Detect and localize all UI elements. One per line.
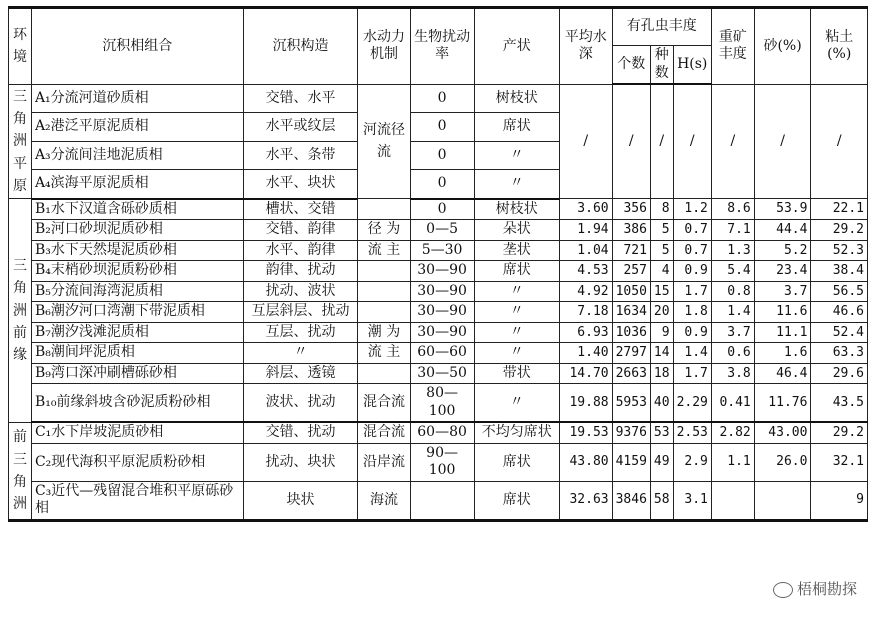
heavy-cell: 3.7: [711, 322, 754, 343]
clay-cell: 22.1: [811, 199, 868, 220]
count-cell: 386: [612, 220, 650, 241]
count-cell: 3846: [612, 481, 650, 520]
watermark: [773, 578, 857, 599]
species-cell: 14: [650, 343, 673, 364]
occurrence-cell: 树枝状: [474, 199, 559, 220]
hydro-cell: 流 主: [358, 240, 410, 261]
h-cell: 1.7: [673, 281, 711, 302]
table-row: [9, 343, 868, 364]
env-cell: 前三角洲: [9, 422, 32, 520]
sand-cell: 53.9: [754, 199, 811, 220]
h-cell: 1.4: [673, 343, 711, 364]
clay-cell: 29.2: [811, 220, 868, 241]
bio-cell: 30—50: [410, 363, 474, 384]
table-row: [9, 363, 868, 384]
header-depth: 平均水深: [559, 8, 612, 85]
h-cell: 2.9: [673, 443, 711, 481]
bio-cell: 90—100: [410, 443, 474, 481]
header-env: 环境: [9, 8, 32, 85]
species-cell: 49: [650, 443, 673, 481]
bio-cell: 0: [410, 170, 474, 199]
hydro-cell: [358, 281, 410, 302]
facies-cell: B₂河口砂坝泥质砂相: [31, 220, 243, 241]
facies-cell: B₆潮汐河口湾潮下带泥质相: [31, 302, 243, 323]
clay-cell: 56.5: [811, 281, 868, 302]
hydro-cell: 河流径流: [358, 84, 410, 199]
sand-cell: 5.2: [754, 240, 811, 261]
header-foram: 有孔虫丰度: [612, 8, 711, 46]
occurrence-cell: 〃: [474, 141, 559, 170]
header-clay: 粘土(%): [811, 8, 868, 85]
occurrence-cell: 〃: [474, 322, 559, 343]
table-row: [9, 481, 868, 520]
structure-cell: 交错、水平: [243, 84, 358, 113]
slash-cell: /: [811, 84, 868, 199]
heavy-cell: 0.41: [711, 384, 754, 423]
depth-cell: 19.88: [559, 384, 612, 423]
structure-cell: 水平或纹层: [243, 113, 358, 142]
sand-cell: 44.4: [754, 220, 811, 241]
bio-cell: 30—90: [410, 261, 474, 282]
occurrence-cell: 树枝状: [474, 84, 559, 113]
occurrence-cell: 不均匀席状: [474, 422, 559, 443]
header-structure: 沉积构造: [243, 8, 358, 85]
structure-cell: 韵律、扰动: [243, 261, 358, 282]
occurrence-cell: 〃: [474, 281, 559, 302]
heavy-cell: 0.6: [711, 343, 754, 364]
sand-cell: 43.00: [754, 422, 811, 443]
table-row: [9, 220, 868, 241]
count-cell: 1050: [612, 281, 650, 302]
header-occurrence: 产状: [474, 8, 559, 85]
facies-cell: B₅分流间海湾泥质相: [31, 281, 243, 302]
facies-cell: A₁分流河道砂质相: [31, 84, 243, 113]
structure-cell: 扰动、块状: [243, 443, 358, 481]
table-row: [9, 240, 868, 261]
occurrence-cell: 席状: [474, 261, 559, 282]
table-row: [9, 384, 868, 423]
occurrence-cell: 席状: [474, 443, 559, 481]
structure-cell: 水平、韵律: [243, 240, 358, 261]
watermark-text: 梧桐勘探: [796, 580, 857, 598]
count-cell: 721: [612, 240, 650, 261]
facies-cell: C₃近代—残留混合堆积平原砾砂相: [31, 481, 243, 520]
slash-cell: /: [754, 84, 811, 199]
header-hydro: 水动力机制: [358, 8, 410, 85]
sand-cell: [754, 481, 811, 520]
bio-cell: 30—90: [410, 281, 474, 302]
bio-cell: 5—30: [410, 240, 474, 261]
bio-cell: 60—80: [410, 422, 474, 443]
hydro-cell: [358, 199, 410, 220]
hydro-cell: 混合流: [358, 422, 410, 443]
species-cell: 53: [650, 422, 673, 443]
structure-cell: 互层斜层、扰动: [243, 302, 358, 323]
hydro-cell: 潮 为: [358, 322, 410, 343]
header-foram-h: H(s): [673, 46, 711, 85]
header-facies: 沉积相组合: [31, 8, 243, 85]
depth-cell: 19.53: [559, 422, 612, 443]
structure-cell: 水平、块状: [243, 170, 358, 199]
table-row: [9, 302, 868, 323]
clay-cell: 29.2: [811, 422, 868, 443]
count-cell: 5953: [612, 384, 650, 423]
hydro-cell: 径 为: [358, 220, 410, 241]
structure-cell: 交错、扰动: [243, 422, 358, 443]
clay-cell: 63.3: [811, 343, 868, 364]
table-body: [9, 84, 868, 520]
bio-cell: 30—90: [410, 302, 474, 323]
slash-cell: /: [612, 84, 650, 199]
count-cell: 356: [612, 199, 650, 220]
sand-cell: 11.76: [754, 384, 811, 423]
clay-cell: 52.4: [811, 322, 868, 343]
slash-cell: /: [559, 84, 612, 199]
depth-cell: 4.53: [559, 261, 612, 282]
h-cell: 1.8: [673, 302, 711, 323]
count-cell: 1634: [612, 302, 650, 323]
env-cell: 三角洲前缘: [9, 199, 32, 423]
facies-cell: B₄末梢砂坝泥质粉砂相: [31, 261, 243, 282]
species-cell: 20: [650, 302, 673, 323]
table-row: [9, 199, 868, 220]
h-cell: 2.53: [673, 422, 711, 443]
count-cell: 1036: [612, 322, 650, 343]
clay-cell: 46.6: [811, 302, 868, 323]
sand-cell: 46.4: [754, 363, 811, 384]
bio-cell: 0—5: [410, 220, 474, 241]
sand-cell: 11.6: [754, 302, 811, 323]
depth-cell: 43.80: [559, 443, 612, 481]
bio-cell: 0: [410, 199, 474, 220]
h-cell: 0.7: [673, 240, 711, 261]
env-cell: 三角洲平原: [9, 84, 32, 199]
bio-cell: [410, 481, 474, 520]
depth-cell: 1.94: [559, 220, 612, 241]
facies-cell: B₃水下天然堤泥质砂相: [31, 240, 243, 261]
species-cell: 40: [650, 384, 673, 423]
sand-cell: 26.0: [754, 443, 811, 481]
clay-cell: 38.4: [811, 261, 868, 282]
depth-cell: 7.18: [559, 302, 612, 323]
sand-cell: 1.6: [754, 343, 811, 364]
species-cell: 4: [650, 261, 673, 282]
header-sand: 砂(%): [754, 8, 811, 85]
table-row: [9, 322, 868, 343]
heavy-cell: 5.4: [711, 261, 754, 282]
species-cell: 18: [650, 363, 673, 384]
species-cell: 8: [650, 199, 673, 220]
structure-cell: 〃: [243, 343, 358, 364]
table-row: [9, 281, 868, 302]
count-cell: 4159: [612, 443, 650, 481]
species-cell: 5: [650, 220, 673, 241]
hydro-cell: [358, 261, 410, 282]
hydro-cell: 海流: [358, 481, 410, 520]
table-row: [9, 443, 868, 481]
depth-cell: 1.04: [559, 240, 612, 261]
h-cell: 3.1: [673, 481, 711, 520]
occurrence-cell: 朵状: [474, 220, 559, 241]
facies-cell: C₂现代海积平原泥质粉砂相: [31, 443, 243, 481]
clay-cell: 29.6: [811, 363, 868, 384]
sediment-facies-table: [8, 6, 868, 522]
header-foram-species: 种数: [650, 46, 673, 85]
heavy-cell: 1.1: [711, 443, 754, 481]
slash-cell: /: [673, 84, 711, 199]
depth-cell: 6.93: [559, 322, 612, 343]
depth-cell: 4.92: [559, 281, 612, 302]
structure-cell: 交错、韵律: [243, 220, 358, 241]
count-cell: 257: [612, 261, 650, 282]
heavy-cell: 1.3: [711, 240, 754, 261]
sand-cell: 11.1: [754, 322, 811, 343]
facies-cell: B₁水下汉道含砾砂质相: [31, 199, 243, 220]
clay-cell: 43.5: [811, 384, 868, 423]
clay-cell: 52.3: [811, 240, 868, 261]
heavy-cell: 3.8: [711, 363, 754, 384]
facies-cell: B₇潮汐浅滩泥质相: [31, 322, 243, 343]
facies-cell: B₈潮间坪泥质相: [31, 343, 243, 364]
facies-cell: A₂港泛平原泥质相: [31, 113, 243, 142]
h-cell: 0.9: [673, 261, 711, 282]
h-cell: 2.29: [673, 384, 711, 423]
h-cell: 0.7: [673, 220, 711, 241]
occurrence-cell: 〃: [474, 343, 559, 364]
slash-cell: /: [711, 84, 754, 199]
table-row: [9, 84, 868, 113]
sand-cell: 3.7: [754, 281, 811, 302]
structure-cell: 斜层、透镜: [243, 363, 358, 384]
h-cell: 1.7: [673, 363, 711, 384]
facies-cell: C₁水下岸坡泥质砂相: [31, 422, 243, 443]
heavy-cell: 1.4: [711, 302, 754, 323]
table-row: [9, 422, 868, 443]
heavy-cell: 7.1: [711, 220, 754, 241]
species-cell: 58: [650, 481, 673, 520]
structure-cell: 互层、扰动: [243, 322, 358, 343]
occurrence-cell: 席状: [474, 113, 559, 142]
depth-cell: 3.60: [559, 199, 612, 220]
hydro-cell: [358, 302, 410, 323]
table-row: [9, 261, 868, 282]
bio-cell: 80—100: [410, 384, 474, 423]
bio-cell: 30—90: [410, 322, 474, 343]
header-heavy: 重矿丰度: [711, 8, 754, 85]
occurrence-cell: 带状: [474, 363, 559, 384]
facies-cell: B₉湾口深冲刷槽砾砂相: [31, 363, 243, 384]
facies-cell: A₃分流间洼地泥质相: [31, 141, 243, 170]
clay-cell: 9: [811, 481, 868, 520]
species-cell: 9: [650, 322, 673, 343]
hydro-cell: 流 主: [358, 343, 410, 364]
depth-cell: 32.63: [559, 481, 612, 520]
sand-cell: 23.4: [754, 261, 811, 282]
header-foram-count: 个数: [612, 46, 650, 85]
wechat-icon: [773, 582, 793, 598]
structure-cell: 块状: [243, 481, 358, 520]
facies-cell: B₁₀前缘斜坡含砂泥质粉砂相: [31, 384, 243, 423]
hydro-cell: 混合流: [358, 384, 410, 423]
species-cell: 15: [650, 281, 673, 302]
clay-cell: 32.1: [811, 443, 868, 481]
depth-cell: 14.70: [559, 363, 612, 384]
bio-cell: 0: [410, 84, 474, 113]
species-cell: 5: [650, 240, 673, 261]
occurrence-cell: 〃: [474, 384, 559, 423]
structure-cell: 水平、条带: [243, 141, 358, 170]
structure-cell: 扰动、波状: [243, 281, 358, 302]
heavy-cell: [711, 481, 754, 520]
occurrence-cell: 垄状: [474, 240, 559, 261]
bio-cell: 0: [410, 141, 474, 170]
heavy-cell: 8.6: [711, 199, 754, 220]
count-cell: 2663: [612, 363, 650, 384]
structure-cell: 槽状、交错: [243, 199, 358, 220]
bio-cell: 0: [410, 113, 474, 142]
occurrence-cell: 〃: [474, 170, 559, 199]
occurrence-cell: 〃: [474, 302, 559, 323]
h-cell: 0.9: [673, 322, 711, 343]
occurrence-cell: 席状: [474, 481, 559, 520]
slash-cell: /: [650, 84, 673, 199]
h-cell: 1.2: [673, 199, 711, 220]
hydro-cell: 沿岸流: [358, 443, 410, 481]
bio-cell: 60—60: [410, 343, 474, 364]
facies-cell: A₄滨海平原泥质相: [31, 170, 243, 199]
structure-cell: 波状、扰动: [243, 384, 358, 423]
count-cell: 9376: [612, 422, 650, 443]
heavy-cell: 0.8: [711, 281, 754, 302]
header-bio: 生物扰动率: [410, 8, 474, 85]
count-cell: 2797: [612, 343, 650, 364]
depth-cell: 1.40: [559, 343, 612, 364]
heavy-cell: 2.82: [711, 422, 754, 443]
hydro-cell: [358, 363, 410, 384]
